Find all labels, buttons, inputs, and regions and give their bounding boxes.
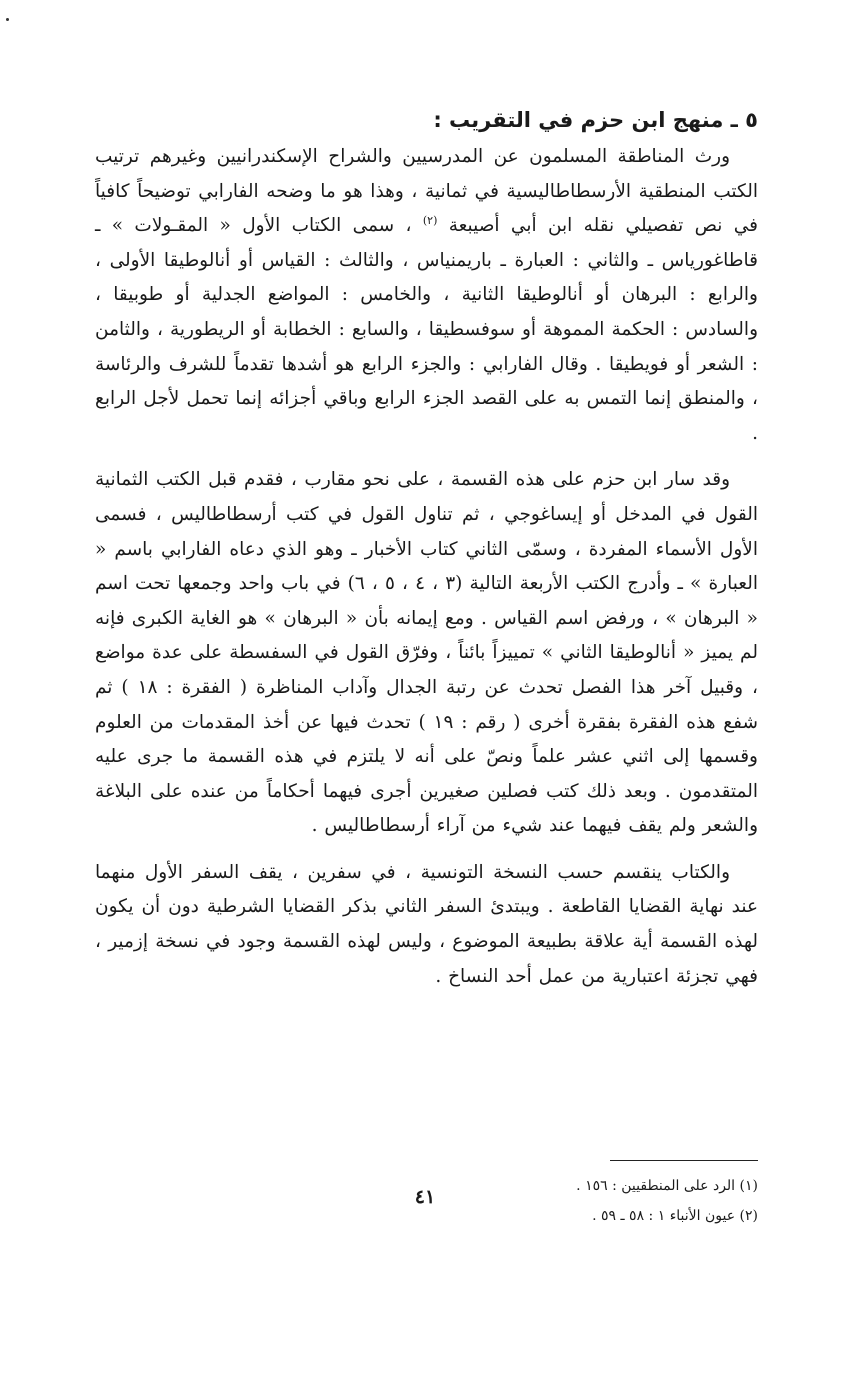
footnote-divider [610, 1160, 758, 1161]
stray-dot [6, 18, 9, 21]
section-heading: ٥ ـ منهج ابن حزم في التقريب : [433, 108, 758, 132]
book-page [95, 100, 758, 1375]
paragraph-1-text-a: ورث المناطقة المسلمون عن المدرسيين والشراح الإسكندرانيين وغيرهم ترتيب الكتب المنطقية الأرسطاطاليسية في ثمانية ، وهذا هو ما وضحه الفارابي توضيحاً كافياً في نص تفصيلي نقله ابن أبي أصيبعة [95, 146, 758, 237]
page-number: ٤١ [414, 1186, 436, 1208]
footnote-ref-2[interactable]: (٢) [422, 214, 438, 228]
paragraph-1-text-b: ، سمى الكتاب الأول « المقـولات » ـ قاطاغورياس ـ والثاني : العبارة ـ باريمنياس ، والثالث : القياس أو أنالوطيقا الأولى ، والرابع : البرهان أو أنالوطيقا الثانية ، والخامس : المواضع الجدلية أو طوبيقا ، والسادس : الحكمة المموهة أو سوفسطيقا ، والسابع : الخطابة أو الريطورية ، والثامن : الشعر أو فويطيقا . وقال الفارابي : والجزء الرابع هو أشدها تقدماً للشرف والرئاسة ، والمنطق إنما التمس به على القصد الجزء الرابع وباقي أجزائه إنما تحمل لأجل الرابع . [95, 215, 758, 444]
footnote-2: (٢) عيون الأنباء ١ : ٥٨ ـ ٥٩ . [592, 1208, 758, 1224]
paragraph-3: والكتاب ينقسم حسب النسخة التونسية ، في سفرين ، يقف السفر الأول منهما عند نهاية القضايا القاطعة . ويبتدئ السفر الثاني بذكر القضايا الشرطية دون أن يكون لهذه القسمة أية علاقة بطبيعة الموضوع ، وليس لهذه القسمة وجود في نسخة إزمير ، فهي تجزئة اعتبارية من عمل أحد النساخ . [95, 861, 758, 987]
footnote-1: (١) الرد على المنطقيين : ١٥٦ . [576, 1178, 758, 1194]
paragraph-1 [95, 140, 758, 451]
paragraph-2: وقد سار ابن حزم على هذه القسمة ، على نحو مقارب ، فقدم قبل الكتب الثمانية القول في المدخل أو إيساغوجي ، ثم تناول القول في كتب أرسطاطاليس ، فسمى الأول الأسماء المفردة ، وسمّى الثاني كتاب الأخبار ـ وهو الذي دعاه الفارابي باسم « العبارة » ـ وأدرج الكتب الأربعة التالية (٣ ، ٤ ، ٥ ، ٦) في باب واحد وجمعها تحت اسم « البرهان » ، ورفض اسم القياس . ومع إيمانه بأن « البرهان » هو الغاية الكبرى فإنه لم يميز « أنالوطيقا الثاني » تمييزاً بائناً ، وفرّق القول في السفسطة على عدة مواضع ، وقبيل آخر هذا الفصل تحدث عن رتبة الجدال وآداب المناظرة ( الفقرة : ١٨ ) ثم شفع هذه الفقرة بفقرة أخرى ( رقم : ١٩ ) تحدث فيها عن أخذ المقدمات من العلوم وقسمها إلى اثني عشر علماً ونصّ على أنه لا يلتزم في هذه القسمة ما جرى عليه المتقدمون . وبعد ذلك كتب فصلين صغيرين أجرى فيهما أحكاماً من عنده على البلاغة والشعر ولم يقف فيهما عند شيء من آراء أرسطاطاليس . [95, 469, 758, 837]
